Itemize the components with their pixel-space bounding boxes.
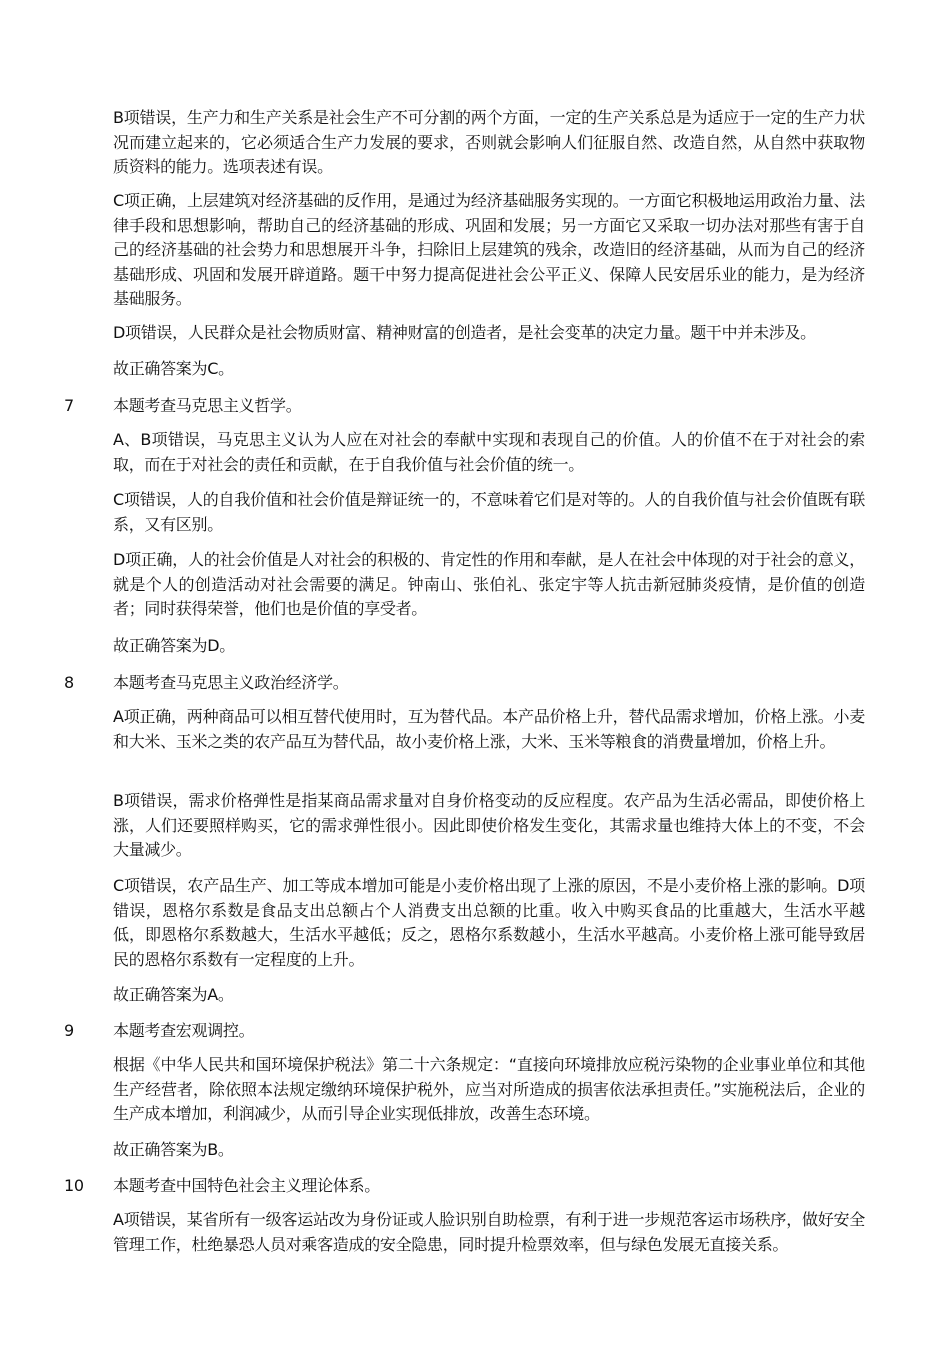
question-heading bbox=[0, 394, 950, 418]
question-heading bbox=[0, 1019, 950, 1043]
answer-paragraph: C项错误，农产品生产、加工等成本增加可能是小麦价格出现了上涨的原因，不是小麦价格上涨的影响。D项错误，恩格尔系数是食品支出总额占个人消费支出总额的比重。收入中购买食品的比重越大，生活水平越低，即恩格尔系数越大，生活水平越低；反之，恩格尔系数越小，生活水平越高。小麦价格上涨可能导致居民的恩格尔系数有一定程度的上升。 bbox=[113, 876, 865, 969]
answer-paragraph: A项正确，两种商品可以相互替代使用时，互为替代品。本产品价格上升，替代品需求增加，价格上涨。小麦和大米、玉米之类的农产品互为替代品，故小麦价格上涨，大米、玉米等粮食的消费量增加，价格上升。 bbox=[113, 707, 865, 751]
question-topic: 本题考查宏观调控。 bbox=[113, 1021, 255, 1040]
answer-paragraph: C项错误，人的自我价值和社会价值是辩证统一的，不意味着它们是对等的。人的自我价值与社会价值既有联系，又有区别。 bbox=[113, 490, 865, 534]
answer-conclusion: 故正确答案为C。 bbox=[113, 359, 234, 378]
answer-conclusion: 故正确答案为B。 bbox=[113, 1140, 234, 1159]
question-heading bbox=[0, 1174, 950, 1198]
question-topic: 本题考查马克思主义政治经济学。 bbox=[113, 673, 349, 692]
question-heading bbox=[0, 671, 950, 695]
answer-paragraph: A、B项错误，马克思主义认为人应在对社会的奉献中实现和表现自己的价值。人的价值不在于对社会的索取，而在于对社会的责任和贡献，在于自我价值与社会价值的统一。 bbox=[113, 430, 865, 474]
question-topic: 本题考查马克思主义哲学。 bbox=[113, 396, 302, 415]
question-number: 10 bbox=[64, 1176, 84, 1195]
answer-paragraph: B项错误，需求价格弹性是指某商品需求量对自身价格变动的反应程度。农产品为生活必需品，即使价格上涨，人们还要照样购买，它的需求弹性很小。因此即使价格发生变化，其需求量也维持大体上的不变，不会大量减少。 bbox=[113, 791, 865, 859]
question-number: 8 bbox=[64, 673, 74, 692]
answer-paragraph: C项正确，上层建筑对经济基础的反作用，是通过为经济基础服务实现的。一方面它积极地运用政治力量、法律手段和思想影响，帮助自己的经济基础的形成、巩固和发展；另一方面它又采取一切办法对那些有害于自己的经济基础的社会势力和思想展开斗争，扫除旧上层建筑的残余，改造旧的经济基础，从而为自己的经济基础形成、巩固和发展开辟道路。题干中努力提高促进社会公平正义、保障人民安居乐业的能力，是为经济基础服务。 bbox=[113, 191, 865, 308]
question-number: 7 bbox=[64, 396, 74, 415]
answer-conclusion: 故正确答案为A。 bbox=[113, 985, 234, 1004]
answer-paragraph: B项错误，生产力和生产关系是社会生产不可分割的两个方面，一定的生产关系总是为适应于一定的生产力状况而建立起来的，它必须适合生产力发展的要求，否则就会影响人们征服自然、改造自然，从自然中获取物质资料的能力。选项表述有误。 bbox=[113, 108, 865, 176]
question-number: 9 bbox=[64, 1021, 74, 1040]
answer-paragraph: D项错误，人民群众是社会物质财富、精神财富的创造者，是社会变革的决定力量。题干中并未涉及。 bbox=[113, 323, 816, 342]
answer-paragraph: A项错误，某省所有一级客运站改为身份证或人脸识别自助检票，有利于进一步规范客运市场秩序，做好安全管理工作，杜绝暴恐人员对乘客造成的安全隐患，同时提升检票效率，但与绿色发展无直接关系。 bbox=[113, 1210, 865, 1254]
question-topic: 本题考查中国特色社会主义理论体系。 bbox=[113, 1176, 380, 1195]
answer-paragraph: 根据《中华人民共和国环境保护税法》第二十六条规定：“直接向环境排放应税污染物的企业事业单位和其他生产经营者，除依照本法规定缴纳环境保护税外，应当对所造成的损害依法承担责任。”实施税法后，企业的生产成本增加，利润减少，从而引导企业实现低排放，改善生态环境。 bbox=[113, 1055, 865, 1123]
answer-paragraph: D项正确，人的社会价值是人对社会的积极的、肯定性的作用和奉献，是人在社会中体现的对于社会的意义，就是个人的创造活动对社会需要的满足。钟南山、张伯礼、张定宇等人抗击新冠肺炎疫情，是价值的创造者；同时获得荣誉，他们也是价值的享受者。 bbox=[113, 550, 865, 618]
answer-conclusion: 故正确答案为D。 bbox=[113, 636, 235, 655]
